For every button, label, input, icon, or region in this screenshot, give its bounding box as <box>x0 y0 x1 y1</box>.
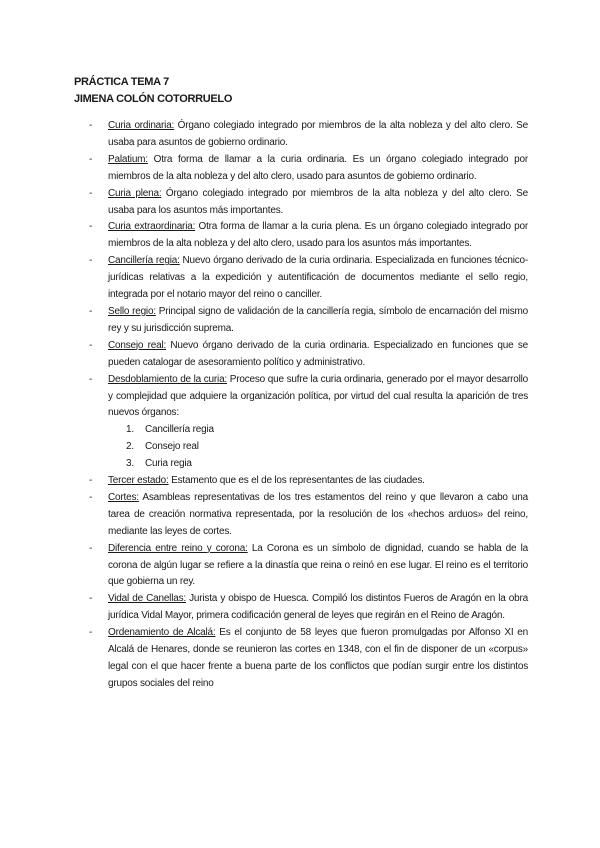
bullet-dash: - <box>89 187 93 199</box>
sublist-number: 2. <box>126 441 134 453</box>
entry-term: Curia plena: <box>108 187 162 199</box>
entry-term: Curia extraordinaria: <box>108 221 196 233</box>
sublist-item <box>126 456 528 473</box>
glossary-entry-consejo-real <box>90 338 528 372</box>
glossary-entry-cancilleria-regia <box>90 253 528 304</box>
entry-definition: Jurista y obispo de Huesca. Compiló los distintos Fueros de Aragón en la obra jurídica Vidal Mayor, primera codificación general de leyes que regirán en el Reino de Aragón. <box>108 593 528 622</box>
entry-definition: Órgano colegiado integrado por miembros de la alta nobleza y del alto clero. Se usaba para los asuntos más importantes. <box>108 187 528 216</box>
entry-definition: Órgano colegiado integrado por miembros de la alta nobleza y del alto clero. Se usaba para asuntos de gobierno ordinario. <box>108 120 528 148</box>
glossary-entry-palatium <box>90 152 528 186</box>
sublist-text: Consejo real <box>145 441 199 453</box>
sublist-item <box>126 439 528 456</box>
glossary-entry-cortes <box>90 490 528 541</box>
bullet-dash: - <box>89 373 93 385</box>
entry-term: Sello regio: <box>108 305 156 317</box>
entry-definition: Nuevo órgano derivado de la curia ordinaria. Especializado en funciones que se pueden catalogar de asesoramiento político y administrativo. <box>108 339 528 368</box>
glossary-entry-curia-ordinaria <box>90 118 528 152</box>
entry-term: Cancillería regia: <box>108 255 180 267</box>
document-author: JIMENA COLÓN COTORRUELO <box>74 93 233 105</box>
entry-term: Consejo real: <box>108 339 167 351</box>
glossary-entry-reino-corona <box>90 541 528 592</box>
bullet-dash: - <box>89 339 93 351</box>
entry-term: Tercer estado: <box>108 475 169 487</box>
sublist-text: Curia regia <box>145 458 192 470</box>
glossary-entry-curia-plena <box>90 186 528 220</box>
entry-definition: Otra forma de llamar a la curia plena. Es un órgano colegiado integrado por miembros de la alta nobleza y del alto clero, usado para los asuntos más importantes. <box>108 221 528 250</box>
document-title: PRÁCTICA TEMA 7 <box>74 76 169 88</box>
glossary-entry-sello-regio <box>90 304 528 338</box>
entry-definition: Nuevo órgano derivado de la curia ordinaria. Especializada en funciones técnico-jurídicas relativas a la expedición y autentificación de documentos mediante el sello regio, integrada por el notario mayor del reino o canciller. <box>108 255 529 301</box>
glossary-list <box>90 118 528 693</box>
numbered-sublist <box>108 422 528 473</box>
glossary-entry-desdoblamiento <box>90 372 528 473</box>
entry-term: Ordenamiento de Alcalá: <box>108 627 216 639</box>
bullet-dash: - <box>89 305 93 317</box>
entry-term: Palatium: <box>108 153 148 165</box>
bullet-dash: - <box>89 627 93 639</box>
glossary-entry-tercer-estado <box>90 473 528 490</box>
document-header <box>74 74 232 108</box>
entry-term: Diferencia entre reino y corona: <box>108 542 248 554</box>
bullet-dash: - <box>89 153 93 165</box>
glossary-entry-ordenamiento-alcala <box>90 625 528 693</box>
entry-term: Desdoblamiento de la curia: <box>108 373 228 385</box>
entry-term: Cortes: <box>108 491 139 503</box>
entry-term: Vidal de Canellas: <box>108 593 186 605</box>
sublist-text: Cancillería regia <box>145 424 214 436</box>
bullet-dash: - <box>89 120 93 131</box>
entry-definition: Proceso que sufre la curia ordinaria, generado por el mayor desarrollo y complejidad que adquiere la organización política, por virtud del cual resulta la aparición de tres nuevos órganos: <box>108 373 528 419</box>
bullet-dash: - <box>89 475 93 487</box>
sublist-item <box>126 422 528 439</box>
bullet-dash: - <box>89 221 93 233</box>
entry-definition: Estamento que es el de los representantes de las ciudades. <box>168 475 425 487</box>
entry-definition: Asambleas representativas de los tres estamentos del reino y que llevaron a cabo una tarea de creación normativa representada, por la resolución de los «hechos arduos» del reino, mediante las leyes de cortes. <box>108 491 528 537</box>
entry-definition: La Corona es un símbolo de dignidad, cuando se habla de la corona de algún lugar se refiere a la dinastía que reina o reinó en ese lugar. El reino es el territorio que gobierna un rey. <box>108 542 528 588</box>
bullet-dash: - <box>89 542 93 554</box>
entry-definition: Principal signo de validación de la cancillería regia, símbolo de encarnación del mismo rey y su jurisdicción suprema. <box>108 305 528 334</box>
bullet-dash: - <box>89 593 93 605</box>
sublist-number: 3. <box>126 458 134 470</box>
entry-definition: Es el conjunto de 58 leyes que fueron promulgadas por Alfonso XI en Alcalá de Henares, donde se reunieron las cortes en 1348, con el fin de disponer de un «corpus» legal con el que hacer frente a buena parte de los conflictos que podían surgir entre los distintos grupos sociales del reino <box>108 627 528 689</box>
entry-term: Curia ordinaria: <box>108 120 175 131</box>
glossary-entry-curia-extraordinaria <box>90 219 528 253</box>
entry-definition: Otra forma de llamar a la curia ordinaria. Es un órgano colegiado integrado por miembros de la alta nobleza y del alto clero, usado para asuntos de gobierno ordinario. <box>108 153 528 182</box>
bullet-dash: - <box>89 255 93 267</box>
bullet-dash: - <box>89 491 93 503</box>
glossary-entry-vidal-de-canellas <box>90 591 528 625</box>
sublist-number: 1. <box>126 424 134 436</box>
